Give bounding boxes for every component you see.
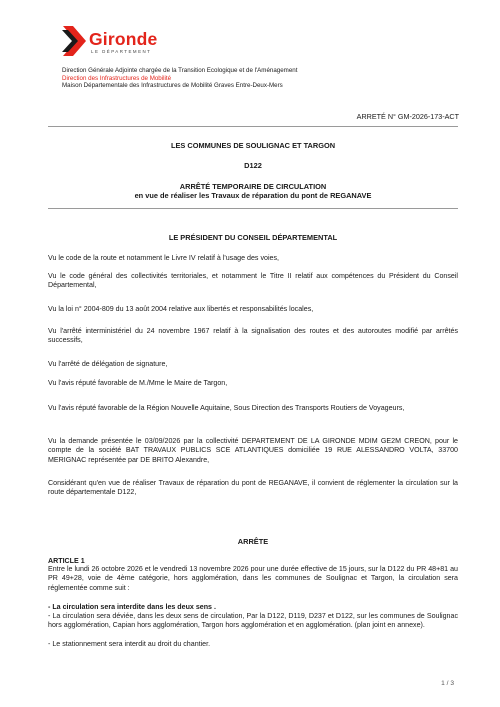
arrete-heading: ARRÊTE (237, 537, 269, 546)
president-heading: LE PRÉSIDENT DU CONSEIL DÉPARTEMENTAL (168, 233, 338, 242)
brand-tagline: LE DÉPARTEMENT (91, 49, 152, 54)
issuing-organisation (62, 67, 462, 90)
article-1-intro: Entre le lundi 26 octobre 2026 et le vendredi 13 novembre 2026 pour une durée effective de 15 jours, sur la D122 du PR 48+81 au PR 49+28, voie de 4ème catégorie, hors agglomération, dans les communes de Soulignac et Targon, la circulation sera réglementée comme suit : (48, 565, 458, 592)
vu-arrete-1967: Vu l'arrêté interministériel du 24 novembre 1967 relatif à la signalisation des routes et des autoroutes modifié par arrêtés successifs, (48, 327, 458, 345)
vu-avis-region: Vu l'avis réputé favorable de la Région Nouvelle Aquitaine, Sous Direction des Transports Routiers de Voyageurs, (48, 404, 405, 412)
article-1-item-3: - Le stationnement sera interdit au droit du chantier. (48, 640, 211, 648)
brand-name: Gironde (89, 29, 158, 49)
article-1-title: ARTICLE 1 (48, 557, 85, 565)
vu-code-route: Vu le code de la route et notamment le Livre IV relatif à l'usage des voies, (48, 254, 279, 262)
gironde-chevron-icon (62, 26, 88, 56)
vu-loi-2004: Vu la loi n° 2004-809 du 13 août 2004 relative aux libertés et responsabilités locales, (48, 305, 314, 313)
org-line-3: Maison Départementale des Infrastructures de Mobilité Graves Entre-Deux-Mers (62, 82, 283, 90)
decree-subtitle: en vue de réaliser les Travaux de réparation du pont de REGANAVE (134, 191, 372, 200)
decree-title: ARRÊTÉ TEMPORAIRE DE CIRCULATION (179, 182, 327, 191)
communes-heading: LES COMMUNES DE SOULIGNAC ET TARGON (170, 141, 336, 150)
vu-demande: Vu la demande présentée le 03/09/2026 par la collectivité DEPARTEMENT DE LA GIRONDE MDIM GE2M CREON, pour le compte de la société BAT TRAVAUX PUBLICS SCE ATLANTIQUES domiciliée 19 RUE ALESSANDRO VOLTA, 33700 MERIGNAC représentée par DE BRITO Alexandre, (48, 437, 458, 464)
divider-heading (48, 208, 458, 209)
article-1-item-2: - La circulation sera déviée, dans les deux sens de circulation, Par la D122, D119, D237 et D122, sur les communes de Soulignac hors agglomération, Capian hors agglomération, Targon hors agglomération et en agglomération. (plan joint en annexe). (48, 612, 458, 630)
divider-top (48, 126, 458, 127)
gironde-logo (62, 26, 182, 66)
considerant: Considérant qu'en vue de réaliser Travaux de réparation du pont de REGANAVE, il convient de réglementer la circulation sur la route départementale D122, (48, 479, 458, 497)
vu-cgct: Vu le code général des collectivités territoriales, et notamment le Titre II relatif aux compétences du Président du Conseil Départemental, (48, 272, 458, 290)
decree-reference: ARRETÉ N° GM-2026-173-ACT (356, 112, 459, 121)
article-1-item-1: - La circulation sera interdite dans les deux sens . (48, 603, 216, 611)
vu-delegation: Vu l'arrêté de délégation de signature, (48, 360, 168, 368)
org-line-2: Direction des Infrastructures de Mobilité (62, 74, 172, 82)
page-number: 1 / 3 (441, 680, 454, 687)
vu-avis-maire: Vu l'avis réputé favorable de M./Mme le Maire de Targon, (48, 379, 228, 387)
road-heading: D122 (244, 161, 262, 170)
org-line-1: Direction Générale Adjointe chargée de la Transition Ecologique et de l'Aménagement (62, 67, 298, 74)
